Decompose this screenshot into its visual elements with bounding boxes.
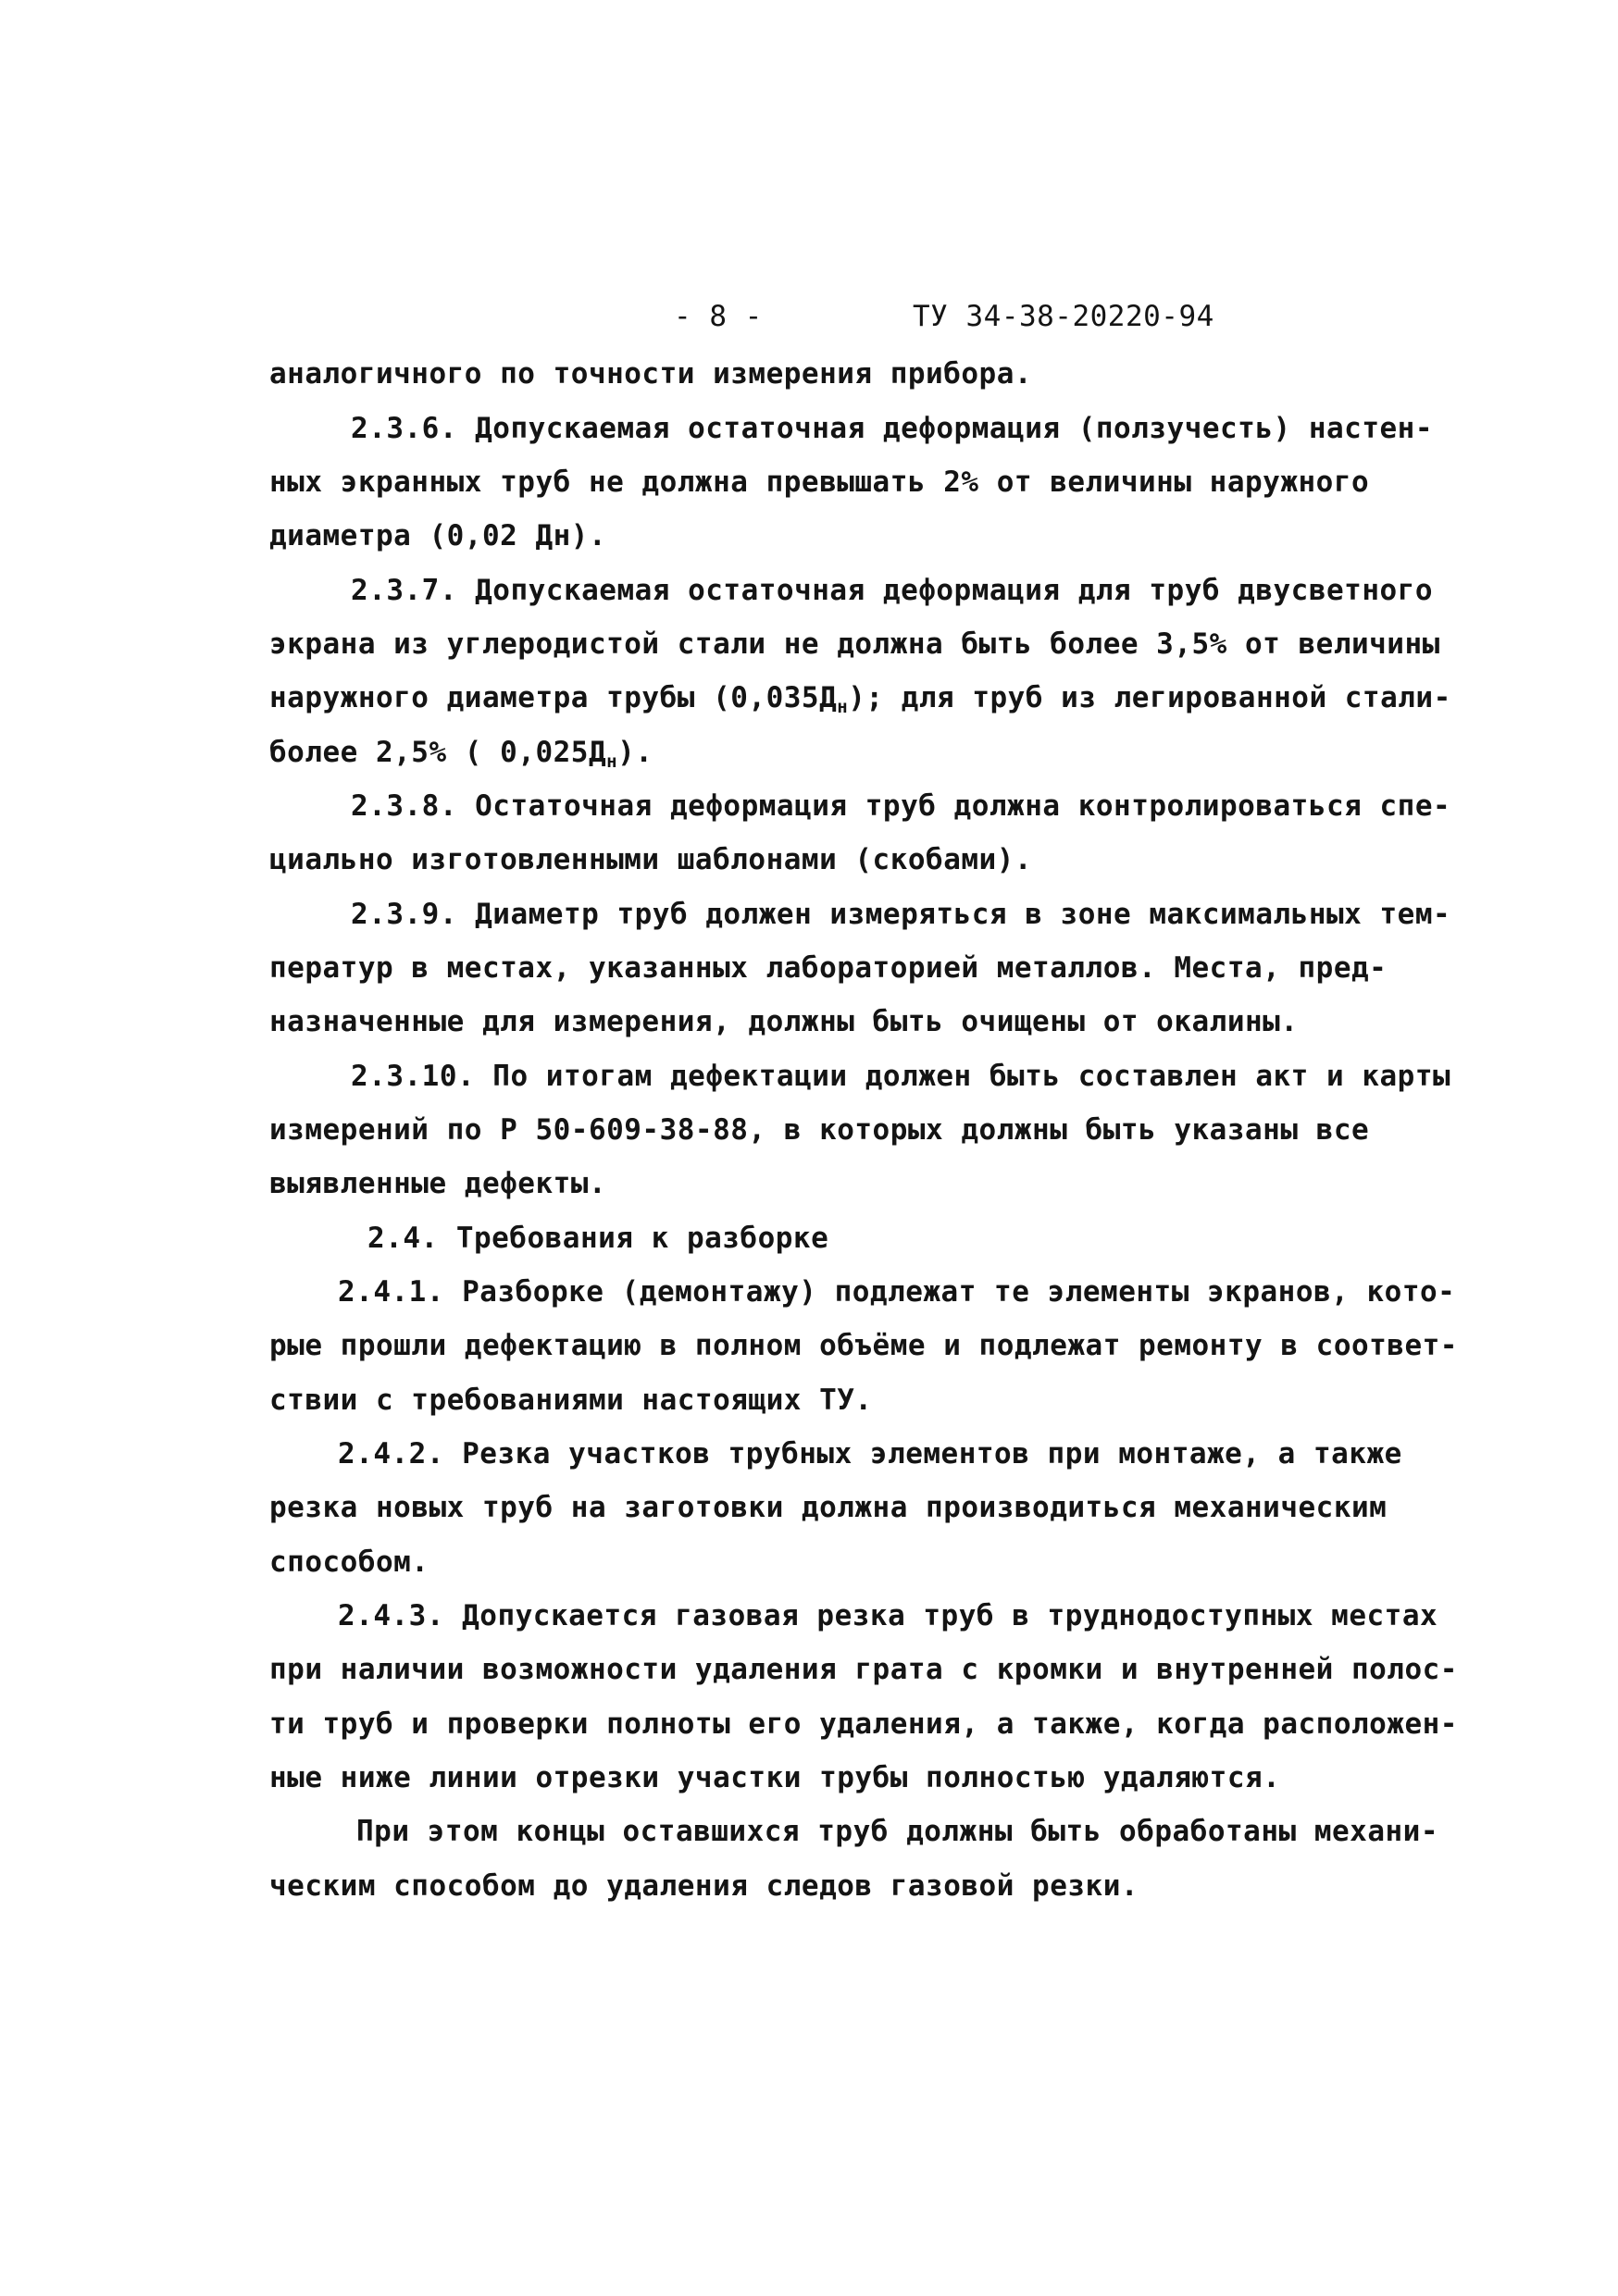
- paragraph-2-3-9-line: назначенные для измерения, должны быть очищены от окалины.: [269, 1005, 1299, 1038]
- paragraph-2-3-7-line: 2.3.7. Допускаемая остаточная деформация для труб двусветного: [351, 574, 1433, 607]
- paragraph-2-3-8-line: циально изготовленными шаблонами (скобами).: [269, 843, 1033, 876]
- paragraph-2-3-6-line: ных экранных труб не должна превышать 2% от величины наружного: [269, 465, 1370, 499]
- paragraph-final-line: При этом концы оставшихся труб должны быть обработаны механи-: [356, 1815, 1438, 1848]
- paragraph-2-3-7-line: более 2,5% ( $0,025Д_н$).: [269, 736, 653, 772]
- paragraph-2-4-1-line: ствии с требованиями настоящих ТУ.: [269, 1384, 873, 1417]
- paragraph-2-3-9-line: ператур в местах, указанных лабораторией металлов. Места, пред-: [269, 951, 1388, 985]
- paragraph-final-line: ческим способом до удаления следов газовой резки.: [269, 1869, 1139, 1903]
- subscript: н: [606, 751, 618, 772]
- paragraph-2-4-1-line: рые прошли дефектацию в полном объёме и подлежат ремонту в соответ-: [269, 1329, 1458, 1362]
- document-code: ТУ 34-38-20220-94: [913, 300, 1214, 333]
- paragraph-2-3-8-line: 2.3.8. Остаточная деформация труб должна контролироваться спе-: [351, 789, 1451, 823]
- subscript: н: [837, 697, 849, 717]
- section-heading: 2.4. Требования к разборке: [367, 1222, 829, 1255]
- paragraph-2-3-7-line: экрана из углеродистой стали не должна быть более 3,5% от величины: [269, 627, 1440, 661]
- paragraph-2-4-3-line: 2.4.3. Допускается газовая резка труб в труднодоступных местах: [338, 1599, 1438, 1632]
- page-number: - 8 -: [674, 300, 763, 333]
- paragraph-2-4-3-line: при наличии возможности удаления грата с кромки и внутренней полос-: [269, 1653, 1458, 1686]
- paragraph-2-3-9-line: 2.3.9. Диаметр труб должен измеряться в зоне максимальных тем-: [351, 898, 1451, 931]
- paragraph-2-3-6-line: 2.3.6. Допускаемая остаточная деформация (ползучесть) настен-: [351, 412, 1433, 445]
- paragraph-2-3-7-line: наружного диаметра трубы $(0,035Д_н)$; для труб из легированной стали-: [269, 681, 1451, 717]
- paragraph-2-3-6-line: диаметра (0,02 Дн).: [269, 519, 607, 552]
- text-line: аналогичного по точности измерения прибора.: [269, 357, 1033, 391]
- paragraph-2-3-10-line: выявленные дефекты.: [269, 1167, 607, 1200]
- paragraph-2-3-10-line: измерений по Р 50-609-38-88, в которых должны быть указаны все: [269, 1113, 1370, 1147]
- paragraph-2-4-3-line: ти труб и проверки полноты его удаления, а также, когда расположен-: [269, 1707, 1458, 1741]
- paragraph-2-4-2-line: способом.: [269, 1545, 429, 1579]
- paragraph-2-4-2-line: резка новых труб на заготовки должна производиться механическим: [269, 1491, 1388, 1524]
- paragraph-2-4-2-line: 2.4.2. Резка участков трубных элементов при монтаже, а также: [338, 1437, 1402, 1471]
- paragraph-2-3-10-line: 2.3.10. По итогам дефектации должен быть составлен акт и карты: [351, 1060, 1451, 1093]
- paragraph-2-4-1-line: 2.4.1. Разборке (демонтажу) подлежат те элементы экранов, кото-: [338, 1275, 1456, 1309]
- paragraph-2-4-3-line: ные ниже линии отрезки участки трубы полностью удаляются.: [269, 1761, 1281, 1794]
